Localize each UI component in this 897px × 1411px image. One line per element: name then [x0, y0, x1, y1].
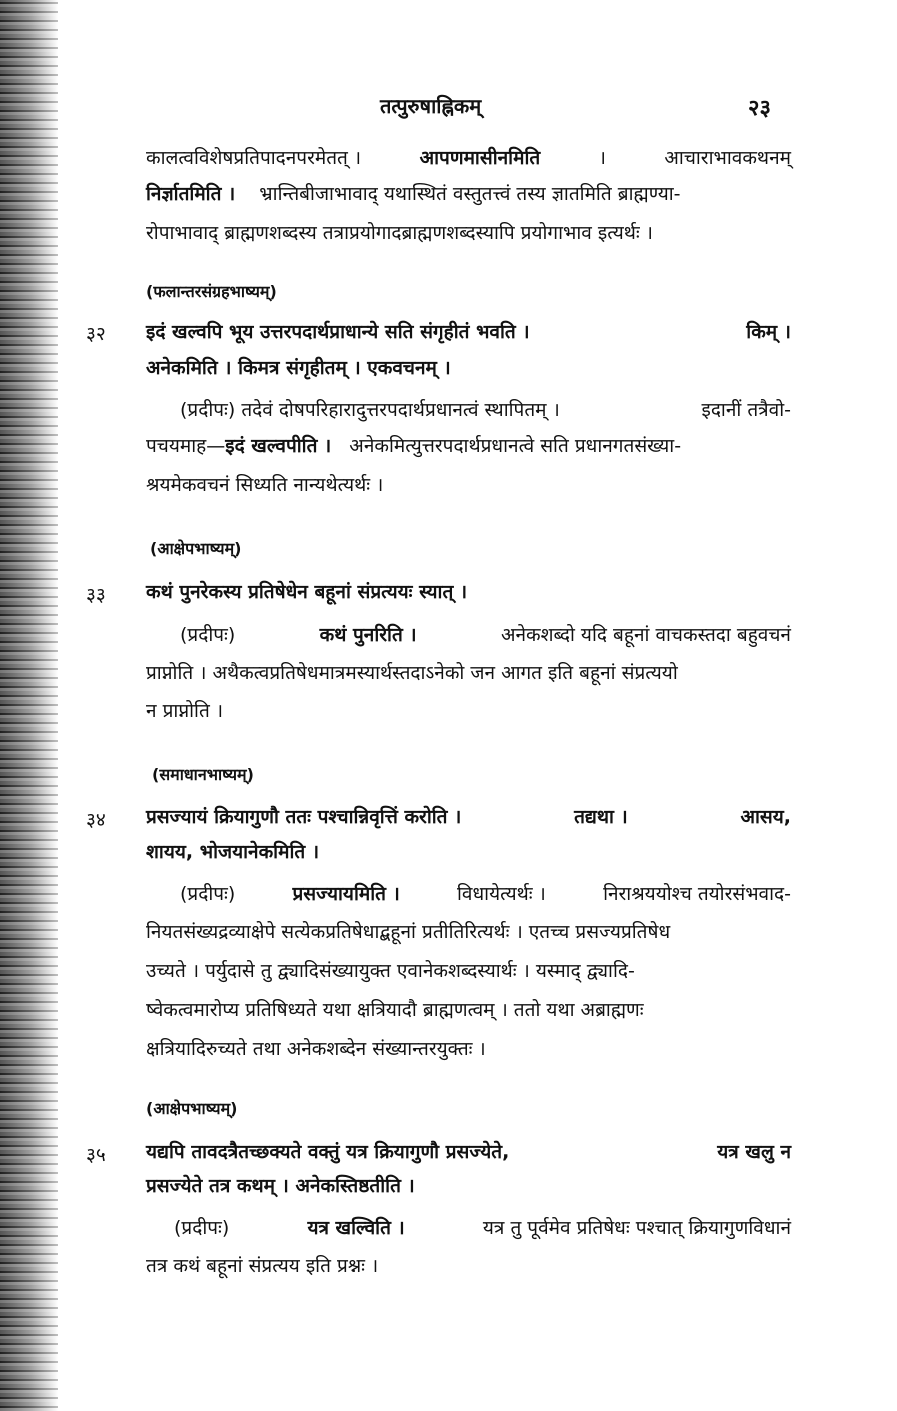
- commentary-line: [180, 621, 791, 649]
- commentary-text: पचयमाह—: [146, 435, 226, 457]
- commentary-line: ष्वेकत्वमारोप्य प्रतिषिध्यते यथा क्षत्रियादौ ब्राह्मणत्वम् । ततो यथा अब्राह्मणः: [146, 999, 644, 1021]
- commentary-line: क्षत्रियादिरुच्यते तथा अनेकशब्देन संख्यान्तरयुक्तः ।: [146, 1038, 486, 1060]
- commentary-text: (प्रदीपः) तदेवं दोषपरिहारादुत्तरपदार्थप्रधानत्वं स्थापितम् ।: [180, 399, 560, 421]
- commentary-bold: इदं खल्वपीति ।: [225, 435, 332, 457]
- commentary-bold: कथं पुनरिति ।: [319, 624, 417, 646]
- commentary-text: अनेकमित्युत्तरपदार्थप्रधानत्वे सति प्रधानगतसंख्या-: [349, 435, 682, 457]
- commentary-line: [180, 880, 791, 908]
- commentary-text: यत्र तु पूर्वमेव प्रतिषेधः पश्चात् क्रियागुणविधानं: [482, 1217, 791, 1239]
- commentary-line: प्राप्नोति । अथैकत्वप्रतिषेधमात्रमस्यार्थस्तदाऽनेको जन आगत इति बहूनां संप्रत्ययो: [146, 662, 678, 684]
- intro-text: कालत्वविशेषप्रतिपादनपरमेतत् ।: [146, 147, 362, 169]
- commentary-text: इदानीं तत्रैवो-: [701, 399, 791, 421]
- commentary-line: नियतसंख्यद्रव्याक्षेपे सत्येकप्रतिषेधाद्बहूनां प्रतीतिरित्यर्थः । एतच्च प्रसज्यप्रतिषेध: [146, 921, 671, 943]
- section-number: ३४: [86, 809, 106, 831]
- intro-bold: निर्ज्ञातमिति ।: [146, 183, 236, 205]
- commentary-text: (प्रदीपः): [180, 883, 236, 905]
- commentary-line: श्रयमेकवचनं सिध्यति नान्यथेत्यर्थः ।: [146, 474, 384, 496]
- section-heading: (फलान्तरसंग्रहभाष्यम्): [146, 282, 277, 301]
- commentary-text: विधायेत्यर्थः ।: [457, 883, 546, 905]
- intro-line-1: [146, 144, 791, 172]
- intro-text: भ्रान्तिबीजाभावाद् यथास्थितं वस्तुतत्त्वं तस्य ज्ञातमिति ब्राह्मण्या-: [259, 183, 681, 205]
- commentary-line: [146, 432, 681, 460]
- page-title: तत्पुरुषाह्निकम्: [380, 94, 482, 118]
- commentary-line: न प्राप्नोति ।: [146, 700, 224, 722]
- bhashya-line: [146, 803, 791, 831]
- bhashya-line: अनेकमिति । किमत्र संगृहीतम् । एकवचनम् ।: [146, 357, 451, 379]
- commentary-text: (प्रदीपः): [174, 1217, 230, 1239]
- bhashya-text: प्रसज्यायं क्रियागुणौ ततः पश्चान्निवृत्तिं करोति ।: [146, 806, 462, 828]
- commentary-line: [180, 396, 791, 424]
- bhashya-text: इदं खल्वपि भूय उत्तरपदार्थप्राधान्ये सति संगृहीतं भवति ।: [146, 321, 530, 343]
- commentary-text: अनेकशब्दो यदि बहूनां वाचकस्तदा बहुवचनं: [500, 624, 791, 646]
- commentary-bold: प्रसज्यायमिति ।: [292, 883, 400, 905]
- bhashya-text: आसय,: [740, 806, 791, 828]
- section-number: ३२: [86, 323, 106, 345]
- commentary-bold: यत्र खल्विति ।: [307, 1217, 405, 1239]
- commentary-text: निराश्रययोश्च तयोरसंभवाद-: [603, 883, 791, 905]
- page-number: २३: [748, 96, 771, 121]
- commentary-text: (प्रदीपः): [180, 624, 236, 646]
- bhashya-line: [146, 318, 791, 346]
- intro-bold: आपणमासीनमिति: [419, 147, 541, 169]
- commentary-line: [174, 1214, 791, 1242]
- bhashya-text: यद्यपि तावदत्रैतच्छक्यते वक्तुं यत्र क्रियागुणौ प्रसज्येते,: [146, 1141, 510, 1163]
- section-number: ३३: [86, 584, 106, 606]
- bhashya-text: किम् ।: [746, 321, 791, 343]
- section-heading: (आक्षेपभाष्यम्): [146, 1099, 238, 1118]
- section-heading: (समाधानभाष्यम्): [152, 765, 254, 784]
- commentary-line: उच्यते । पर्युदासे तु द्व्यादिसंख्यायुक्त एवानेकशब्दस्यार्थः । यस्माद् द्व्यादि-: [146, 960, 635, 982]
- intro-line-3: रोपाभावाद् ब्राह्मणशब्दस्य तत्राप्रयोगादब्राह्मणशब्दस्यापि प्रयोगाभाव इत्यर्थः ।: [146, 222, 653, 244]
- section-heading: (आक्षेपभाष्यम्): [150, 539, 242, 558]
- section-number: ३५: [86, 1144, 106, 1166]
- commentary-line: तत्र कथं बहूनां संप्रत्यय इति प्रश्नः ।: [146, 1255, 379, 1277]
- page-edge-noise: [0, 0, 58, 1411]
- bhashya-text: यत्र खलु न: [717, 1141, 791, 1163]
- intro-text: आचाराभावकथनम्: [664, 147, 791, 169]
- intro-line-2: [146, 180, 791, 208]
- bhashya-line: शायय, भोजयानेकमिति ।: [146, 841, 320, 863]
- bhashya-line: [146, 1138, 791, 1166]
- bhashya-text: तद्यथा ।: [574, 806, 628, 828]
- danda: ।: [598, 147, 606, 169]
- bhashya-line: कथं पुनरेकस्य प्रतिषेधेन बहूनां संप्रत्ययः स्यात् ।: [146, 581, 468, 603]
- bhashya-line: प्रसज्येते तत्र कथम् । अनेकस्तिष्ठतीति ।: [146, 1175, 415, 1197]
